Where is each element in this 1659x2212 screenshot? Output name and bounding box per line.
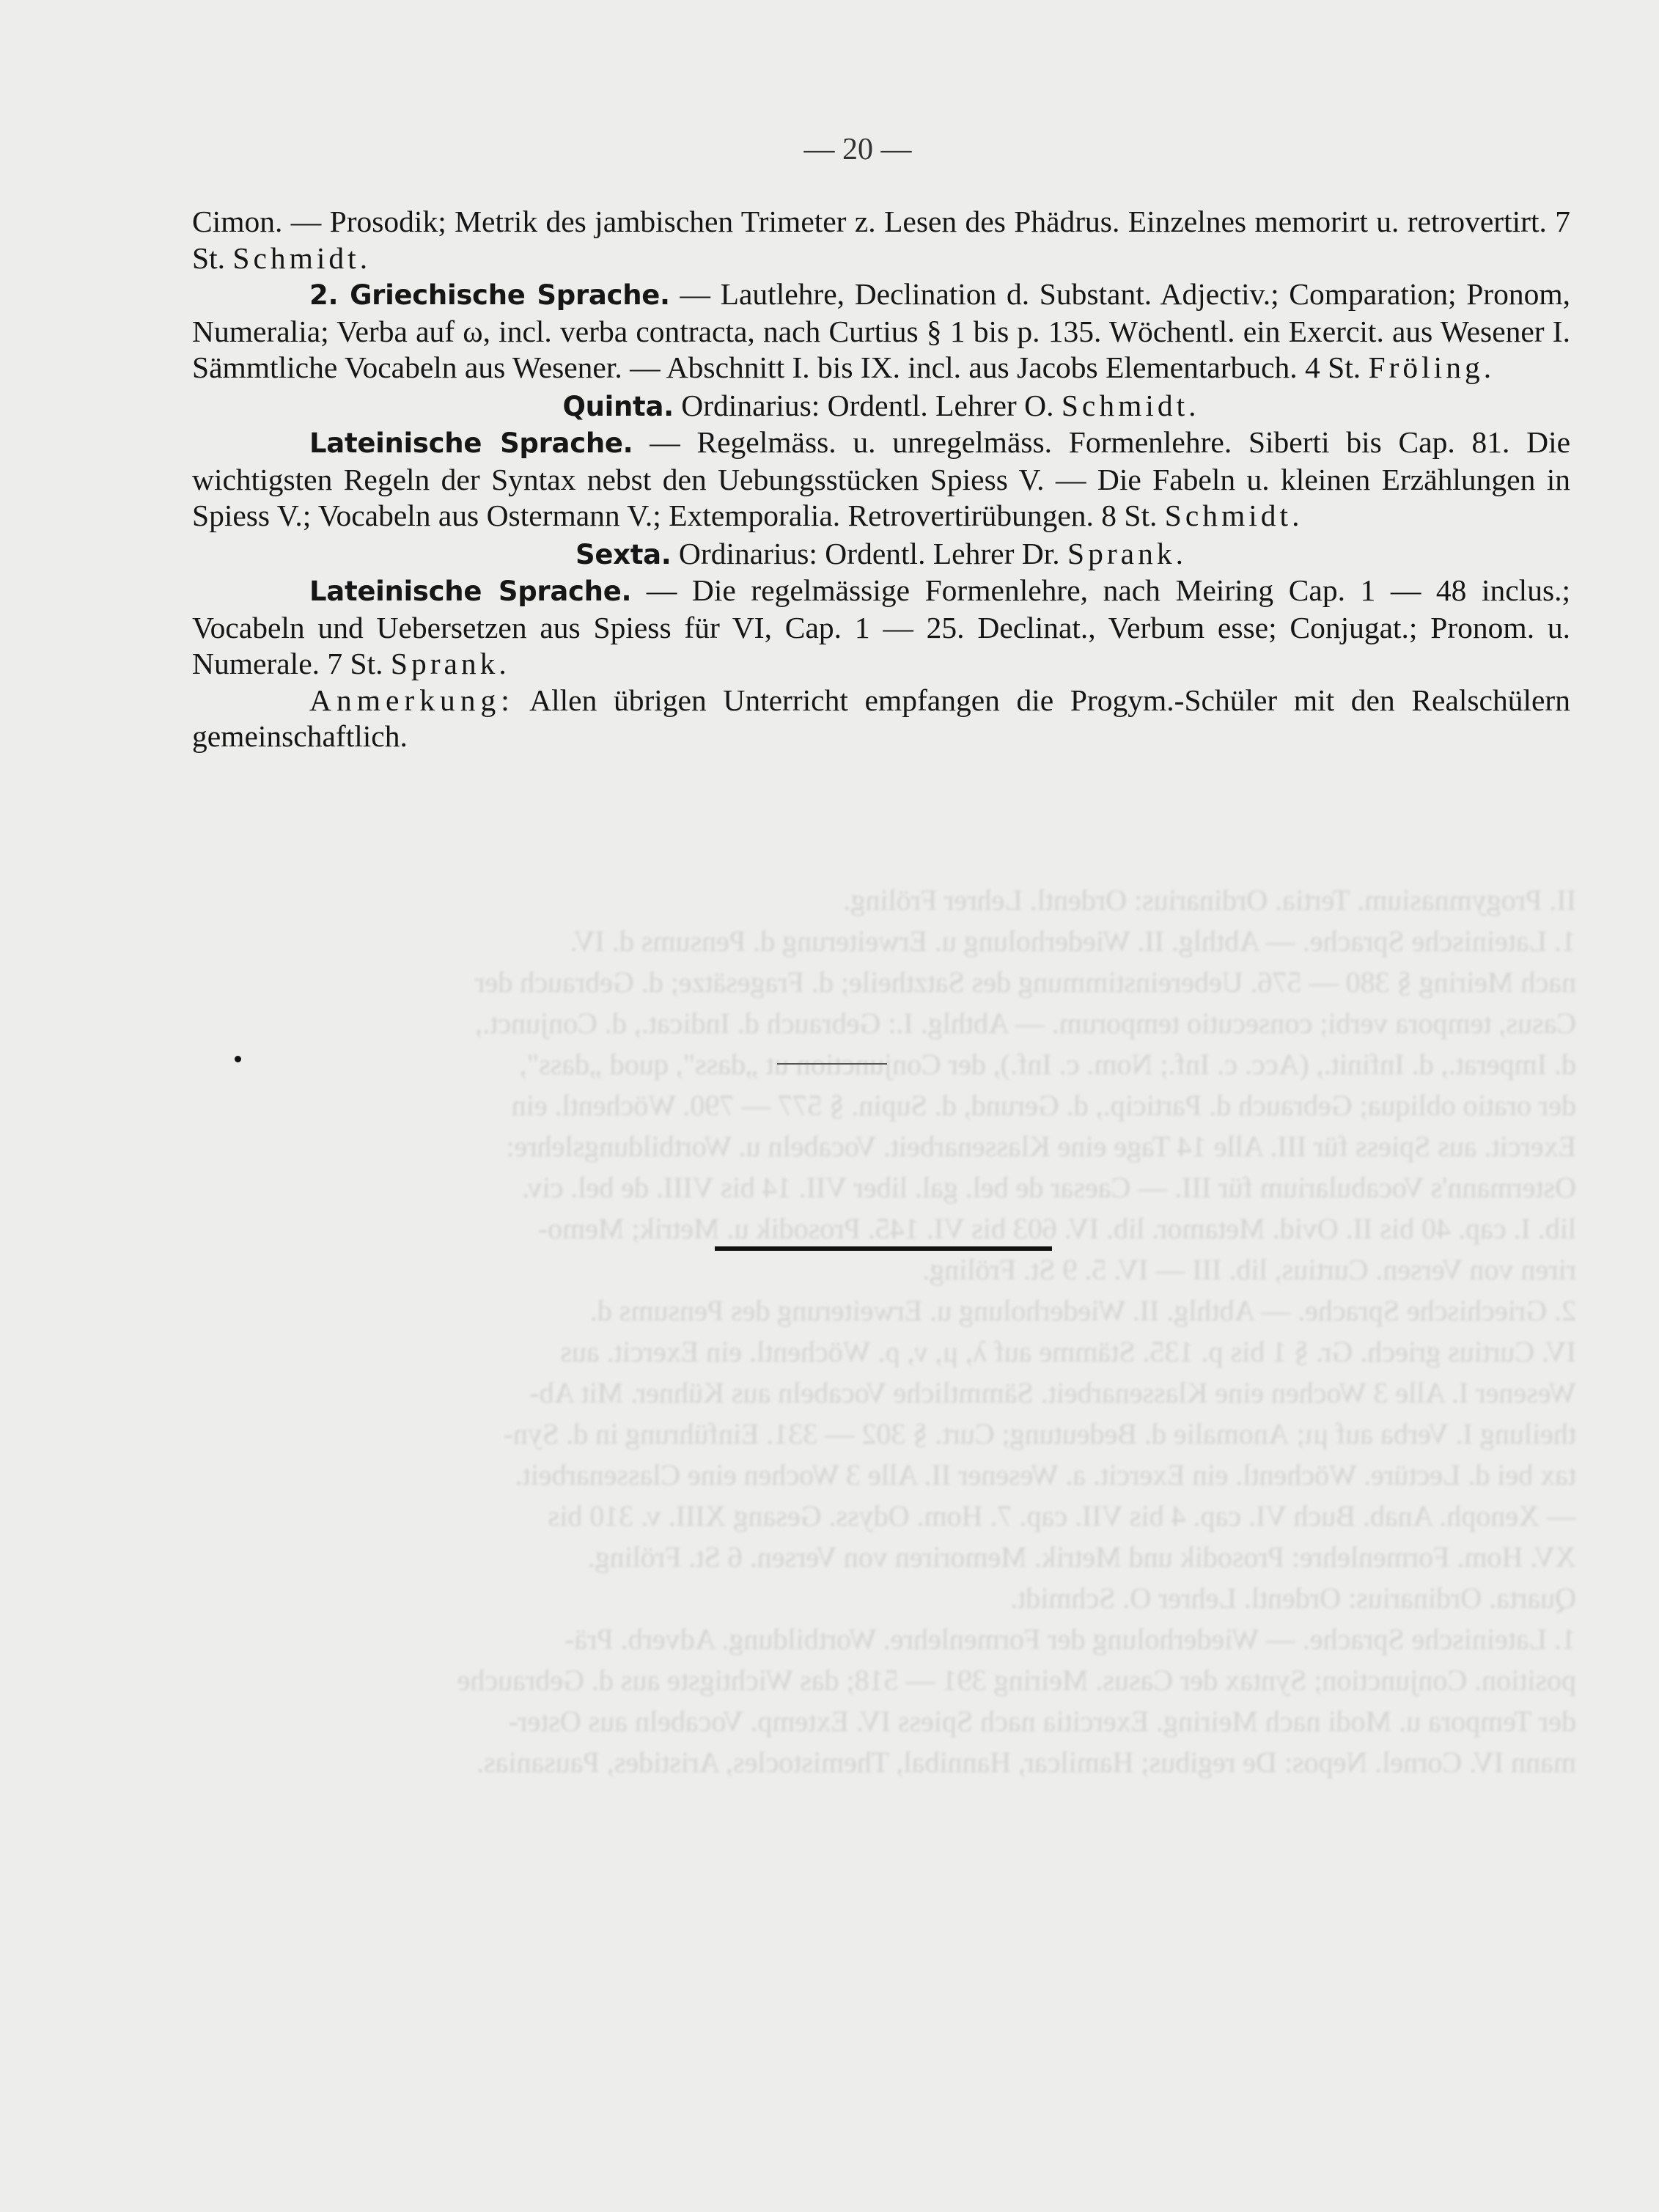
ink-dot (235, 1056, 241, 1062)
quinta-title: Quinta. (562, 390, 674, 422)
greek-text: — Lautlehre, Declination d. Substant. Adjectiv.; Comparation; Pronom, Numeralia; Verba auf ω, incl. verba contracta, nach Curtius § 1 bis p. 135. Wöchentl. ein Exercit. aus Wesener I. Sämmtliche Vocabeln aus Wesener. — Abschnitt I. bis IX. incl. aus Jacobs Elementarbuch. 4 St. (192, 277, 1570, 384)
quinta-latin-text: — Regelmäss. u. unregelmäss. Formenlehre. Siberti bis Cap. 81. Die wichtigsten Regeln der Syntax nebst den Uebungsstücken Spiess V. — Die Fabeln u. kleinen Erzählungen in Spiess V.; Vocabeln aus Ostermann V.; Extemporalia. Retrovertirübungen. 8 St. (192, 425, 1571, 532)
quinta-ordinarius: Ordinarius: Ordentl. Lehrer O. (681, 388, 1054, 422)
main-text (192, 204, 1570, 755)
anmerkung-paragraph (192, 683, 1570, 755)
sexta-title: Sexta. (575, 538, 672, 570)
quinta-latin-paragraph (192, 425, 1570, 534)
greek-teacher: Fröling. (1368, 350, 1496, 384)
separator-rule (777, 1063, 887, 1065)
sexta-header (192, 536, 1570, 573)
sexta-latin-text: — Die regelmässige Formenlehre, nach Meiring Cap. 1 — 48 inclus.; Vocabeln und Uebersetzen aus Spiess für VI, Cap. 1 — 25. Declinat., Verbum esse; Conjugat.; Pronom. u. Numerale. 7 St. (192, 573, 1571, 680)
cimon-text: Cimon. — Prosodik; Metrik des jambischen Trimeter z. Lesen des Phädrus. Einzelnes memorirt u. retrovertirt. 7 St. (192, 205, 1570, 275)
greek-paragraph (192, 276, 1570, 386)
sexta-latin-paragraph (192, 573, 1570, 683)
heavy-rule (715, 1246, 1052, 1251)
quinta-ordinarius-name: Schmidt. (1061, 388, 1200, 422)
page-number: — 20 — (803, 133, 912, 166)
cimon-paragraph (192, 204, 1570, 276)
quinta-latin-heading: Lateinische Sprache. (309, 427, 633, 459)
bleed-through: II. Progymnasium. Tertia. Ordinarius: Ordentl. Lehrer Fröling. 1. Lateinische Sprache. — Abthlg. II. Wiederholung u. Erweiterung d. Pensums d. IV. nach Meiring § 380 — 576. Uebereinstimmung des Satztheile; d. Fragesätze; d. Gebrauch der Casus, tempora verbi; consecutio temporum. — Abthlg. I.: Gebrauch d. Indicat., d. Conjunct., d. Imperat., d. Infinit., (Acc. c. Inf.; Nom. c. Inf.), der Conjunction ut „dass", quod „dass", der oratio obliqua; Gebrauch d. Particip., d. Gerund, d. Supin. § 577 — 790. Wöchentl. ein Exercit. aus Spiess für III. Alle 14 Tage eine Klassenarbeit. Vocabeln u. Wortbildungslehre: Ostermann's Vocabularium für III. — Caesar de bel. gal. liber VII. 14 bis VIII. de bel. civ. lib. I. cap. 40 bis II. Ovid. Metamor. lib. IV. 603 bis VI. 145. Prosodik u. Metrik; Memo- riren von Versen. Curtius, lib. III — IV. 5. 9 St. Fröling. 2. Griechische Sprache. — Abthlg. II. Wiederholung u. Erweiterung des Pensums d. IV. Curtius griech. Gr. § 1 bis p. 135. Stämme auf λ, μ, ν, ρ. Wöchentl. ein Exercit. aus Wesener I. Alle 3 Wochen eine Klassenarbeit. Sämmtliche Vocabeln aus Kühner. Mit Ab- theilung I. Verba auf μι; Anomalie d. Bedeutung; Curt. § 302 — 331. Einführung in d. Syn- tax bei d. Lectüre. Wöchentl. ein Exercit. a. Wesener II. Alle 3 Wochen eine Classenarbeit. — Xenoph. Anab. Buch VI. cap. 4 bis VII. cap. 7. Hom. Odyss. Gesang XIII. v. 310 bis XV. Hom. Formenlehre: Prosodik und Metrik. Memoriren von Versen. 6 St. Fröling. Quarta. Ordinarius: Ordentl. Lehrer O. Schmidt. 1. Lateinische Sprache. — Wiederholung der Formenlehre. Wortbildung. Adverb. Prä- position. Conjunction; Syntax der Casus. Meiring 391 — 518; das Wichtigste aus d. Gebrauche der Tempora u. Modi nach Meiring. Exercitia nach Spiess IV. Extemp. Vocabeln aus Oster- mann IV. Cornel. Nepos: De regibus; Hamilcar, Hannibal, Themistocles, Aristides, Pausanias. (457, 883, 1576, 1779)
sexta-latin-teacher: Sprank. (390, 647, 510, 680)
sexta-ordinarius-name: Sprank. (1067, 536, 1187, 570)
sexta-latin-heading: Lateinische Sprache. (309, 576, 632, 607)
greek-heading: 2. Griechische Sprache. (309, 279, 670, 311)
sexta-ordinarius: Ordinarius: Ordentl. Lehrer Dr. (678, 536, 1060, 570)
quinta-latin-teacher: Schmidt. (1164, 499, 1303, 532)
anmerkung-text: Allen übrigen Unterricht empfangen die Progym.-Schüler mit den Realschülern gemeinschaftlich. (192, 683, 1570, 753)
anmerkung-label: Anmerkung: (309, 683, 515, 717)
quinta-header (192, 388, 1570, 425)
cimon-teacher: Schmidt. (232, 240, 372, 275)
